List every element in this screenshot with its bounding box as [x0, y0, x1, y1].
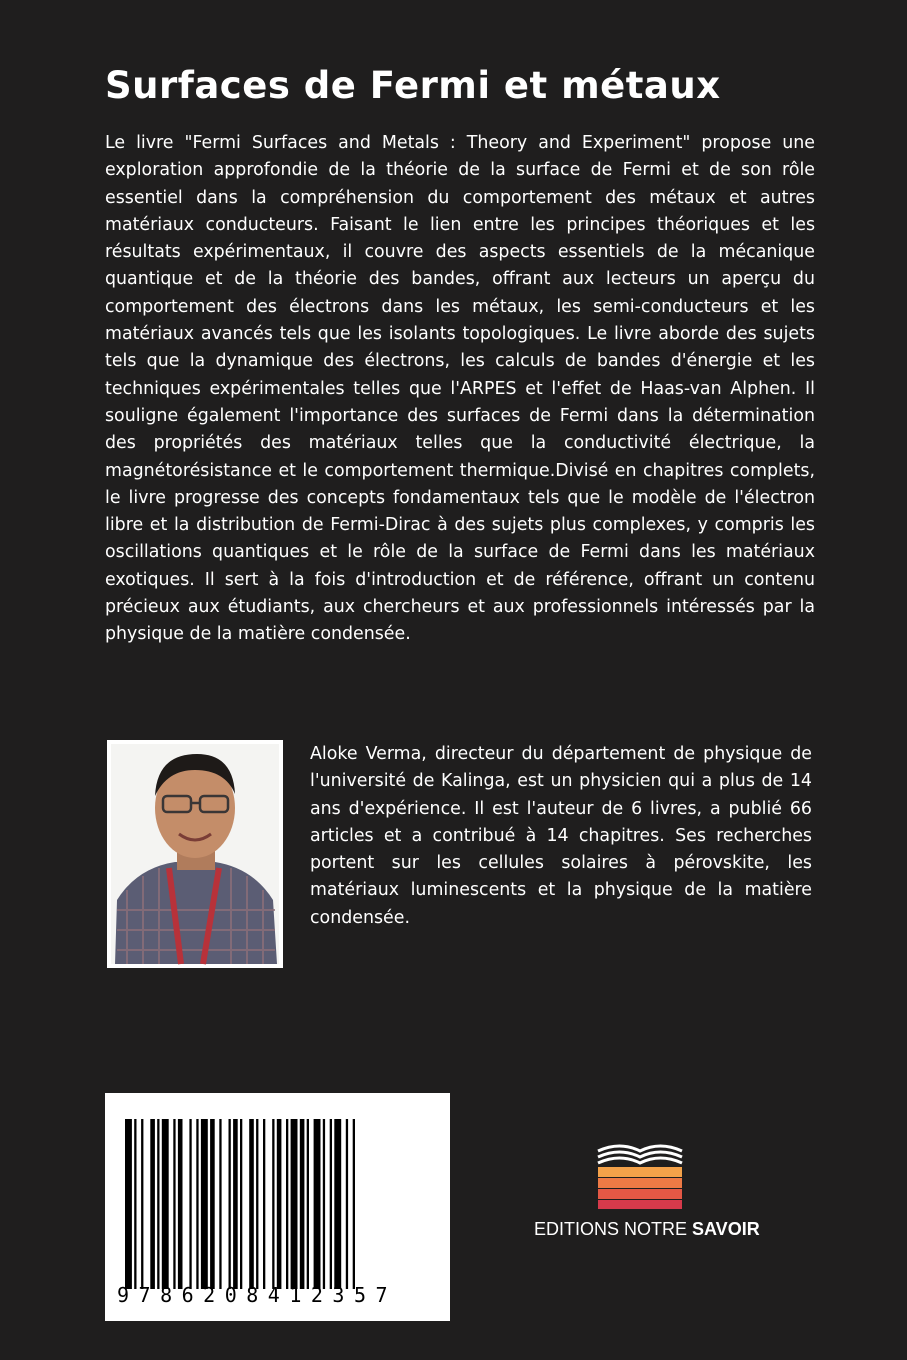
- barcode-bar: [256, 1119, 258, 1289]
- barcode-bar: [229, 1119, 231, 1289]
- barcode-bar: [201, 1119, 208, 1289]
- publisher-name-bold: SAVOIR: [692, 1219, 760, 1239]
- barcode-bar: [150, 1119, 155, 1289]
- publisher-name: [534, 1219, 760, 1240]
- barcode-bar: [178, 1119, 183, 1289]
- barcode-bar: [125, 1119, 132, 1289]
- author-photo: [107, 740, 283, 968]
- barcode-bar: [330, 1119, 332, 1289]
- barcode-bar: [334, 1119, 341, 1289]
- barcode-bar: [162, 1119, 169, 1289]
- barcode-bar: [196, 1119, 198, 1289]
- author-biography: Aloke Verma, directeur du département de physique de l'université de Kalinga, est un physicien qui a plus de 14 ans d'expérience. Il est l'auteur de 6 livres, a publié 66 articles et a contribué à 14 chapitres. Ses recherches portent sur les cellules solaires à pérovskite, les matériaux luminescents et la physique de la matière condensée.: [310, 744, 812, 928]
- publisher-logo: [590, 1135, 690, 1219]
- author-portrait-illustration: [107, 740, 283, 968]
- barcode-bar: [189, 1119, 191, 1289]
- book-title: Surfaces de Fermi et métaux: [105, 64, 721, 107]
- barcode-bar: [346, 1119, 348, 1289]
- isbn-digits: 9786208412357: [117, 1283, 398, 1307]
- book-description: Le livre "Fermi Surfaces and Metals : Theory and Experiment" propose une exploration approfondie de la théorie de la surface de Fermi et de son rôle essentiel dans la compréhension du comportement des métaux et autres matériaux conducteurs. Faisant le lien entre les principes théoriques et les résultats expérimentaux, il couvre des aspects essentiels de la mécanique quantique et de la théorie des bandes, offrant aux lecteurs un aperçu du comportement des électrons dans les métaux, les semi-conducteurs et les matériaux avancés tels que les isolants topologiques. Le livre aborde des sujets tels que la dynamique des électrons, les calculs de bandes d'énergie et les techniques expérimentales telles que l'ARPES et l'effet de Haas-van Alphen. Il souligne également l'importance des surfaces de Fermi dans la détermination des propriétés des matériaux telles que la conductivité électrique, la magnétorésistance et le comportement thermique.Divisé en chapitres complets, le livre progresse des concepts fondamentaux tels que le modèle de l'électron libre et la distribution de Fermi-Dirac à des sujets plus complexes, y compris les oscillations quantiques et le rôle de la surface de Fermi dans les matériaux exotiques. Il sert à la fois d'introduction et de référence, offrant un contenu précieux aux étudiants, aux chercheurs et aux professionnels intéressés par la physique de la matière condensée.: [105, 133, 815, 645]
- barcode-bar: [277, 1119, 282, 1289]
- barcode-bar: [272, 1119, 274, 1289]
- barcode-bar: [240, 1119, 242, 1289]
- isbn-barcode: [105, 1093, 450, 1321]
- open-book-logo-icon: [590, 1135, 690, 1215]
- barcode-bar: [233, 1119, 238, 1289]
- barcode-bar: [323, 1119, 325, 1289]
- barcode-bar: [249, 1119, 254, 1289]
- barcode-bar: [134, 1119, 136, 1289]
- barcode-bar: [173, 1119, 175, 1289]
- barcode-bar: [210, 1119, 215, 1289]
- barcode-bar: [291, 1119, 298, 1289]
- barcode-bar: [314, 1119, 321, 1289]
- barcode-bar: [300, 1119, 305, 1289]
- barcode-bar: [141, 1119, 143, 1289]
- barcode-bar: [157, 1119, 159, 1289]
- publisher-name-regular: EDITIONS NOTRE: [534, 1219, 693, 1239]
- barcode-bar: [307, 1119, 309, 1289]
- barcode-bar: [263, 1119, 265, 1289]
- barcode-bar: [353, 1119, 355, 1289]
- barcode-bar: [286, 1119, 288, 1289]
- barcode-bar: [219, 1119, 221, 1289]
